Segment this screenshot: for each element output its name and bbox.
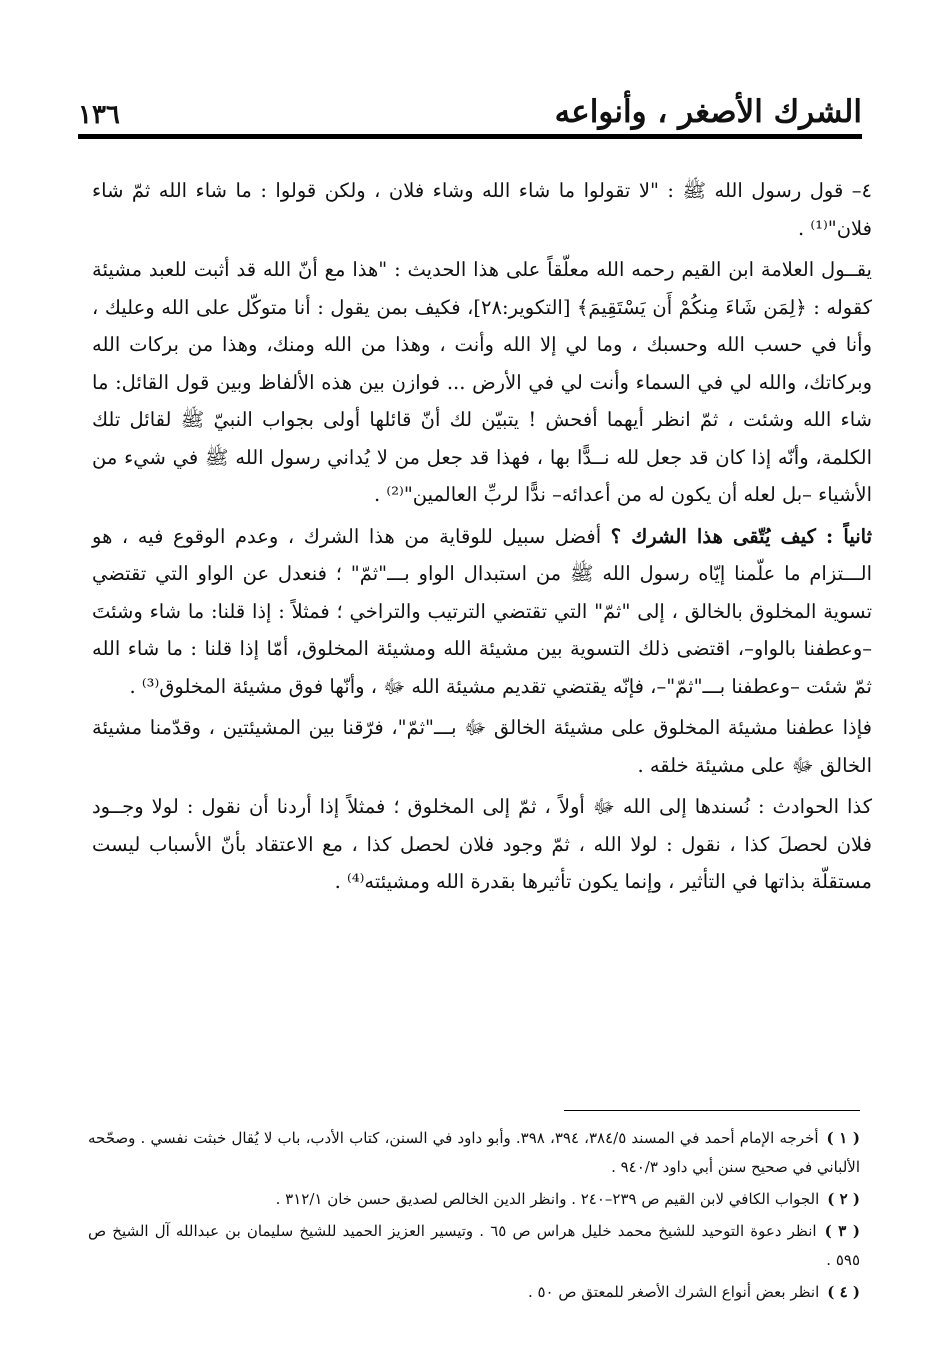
footnotes [88,1124,860,1310]
running-title: الشرك الأصغر ، وأنواعه [554,94,862,130]
header-rule [78,134,862,139]
footnote-separator [564,1110,860,1111]
footnote-3-text: انظر دعوة التوحيد للشيخ محمد خليل هراس ص ٦٥ . وتيسير العزيز الحميد للشيخ سليمان بن عبدالله آل الشيخ ص ٥٩٥ . [88,1222,860,1269]
footnote-1-text: أخرجه الإمام أحمد في المسند ٣٨٤/٥، ٣٩٤، ٣٩٨. وأبو داود في السنن، كتاب الأدب، باب لا يُقال خبثت نفسي . وصحّحه الألباني في صحيح سنن أبي داود ٩٤٠/٣ . [88,1129,860,1176]
footnote-1-number: ( ١ ) [826,1129,860,1147]
paragraph-5-text: كذا الحوادث : نُسندها إلى الله ﷻ أولاً ، ثمّ إلى المخلوق ؛ فمثلاً إذا أردنا أن نقول : لولا وجــود فلان لحصلَ كذا ، نقول : لولا الله ، ثمّ وجود فلان لحصل كذا ، مع الاعتقاد بأنّ الأسباب ليست مستقلّة بذاتها في التأثير ، وإنما يكون تأثيرها بقدرة الله ومشيئته⁽⁴⁾ . [92,795,872,893]
footnote-1 [88,1124,860,1182]
paragraph-3-lead: ثانياً : كيف يُتّقى هذا الشرك ؟ [610,524,872,548]
footnote-2-number: ( ٢ ) [827,1190,860,1208]
footnote-2 [88,1185,860,1214]
paragraph-2 [92,251,872,514]
paragraph-4 [92,709,872,784]
paragraph-2-text: يقــول العلامة ابن القيم رحمه الله معلّقاً على هذا الحديث : "هذا مع أنّ الله قد أثبت للعبد مشيئة كقوله : ﴿لِمَن شَاءَ مِنكُمْ أَن يَسْتَقِيمَ﴾ [التكوير:٢٨]، فكيف بمن يقول : أنا متوكّل على الله وعليك ، وأنا في حسب الله وحسبك ، وما لي إلا الله وأنت ، وهذا من الله ومنك، وهذا من بركات الله وبركاتك، والله لي في السماء وأنت لي في الأرض ... فوازن بين هذه الألفاظ وبين قول القائل: ما شاء الله وشئت ، ثمّ انظر أيهما أفحش ! يتبيّن لك أنّ قائلها أولى بجواب النبيّ ﷺ لقائل تلك الكلمة، وأنّه إذا كان قد جعل لله نــدًّا بها ، فهذا قد جعل من لا يُداني رسول الله ﷺ في شيء من الأشياء –بل لعله أن يكون له من أعدائه– ندًّا لربِّ العالمين"⁽²⁾ . [92,258,872,506]
paragraph-3 [92,518,872,706]
page-number: ١٣٦ [78,100,120,130]
page-header [78,78,862,130]
footnote-4-text: انظر بعض أنواع الشرك الأصغر للمعتق ص ٥٠ . [527,1283,820,1301]
main-text [92,172,872,905]
paragraph-4-text: فإذا عطفنا مشيئة المخلوق على مشيئة الخالق ﷻ بـــ"ثمّ"، فرّقنا بين المشيئتين ، وقدّمنا مشيئة الخالق ﷻ على مشيئة خلقه . [92,716,872,777]
footnote-3 [88,1217,860,1275]
footnote-4 [88,1278,860,1307]
paragraph-3-text: أفضل سبيل للوقاية من هذا الشرك ، وعدم الوقوع فيه ، هو الـــتزام ما علّمنا إيّاه رسول الله ﷺ من استبدال الواو بـــ"ثمّ" ؛ فنعدل عن الواو التي تقتضي تسوية المخلوق بالخالق ، إلى "ثمّ" التي تقتضي الترتيب والتراخي ؛ فمثلاً : إذا قلنا: ما شاء وشئتَ –وعطفنا بالواو–، اقتضى ذلك التسوية بين مشيئة الله ومشيئة المخلوق، أمّا إذا قلنا : ما شاء الله ثمّ شئت –وعطفنا بـــ"ثمّ"–، فإنّه يقتضي تقديم مشيئة الله ﷻ ، وأنّها فوق مشيئة المخلوق⁽³⁾ . [92,524,872,698]
paragraph-1-text: ٤– قول رسول الله ﷺ : "لا تقولوا ما شاء الله وشاء فلان ، ولكن قولوا : ما شاء الله ثمّ شاء فلان"⁽¹⁾ . [92,179,872,240]
paragraph-5 [92,788,872,901]
footnote-4-number: ( ٤ ) [827,1283,860,1301]
footnote-2-text: الجواب الكافي لابن القيم ص ٢٣٩–٢٤٠ . وانظر الدين الخالص لصديق حسن خان ٣١٢/١ . [275,1190,820,1208]
footnote-3-number: ( ٣ ) [824,1222,860,1240]
paragraph-1 [92,172,872,247]
